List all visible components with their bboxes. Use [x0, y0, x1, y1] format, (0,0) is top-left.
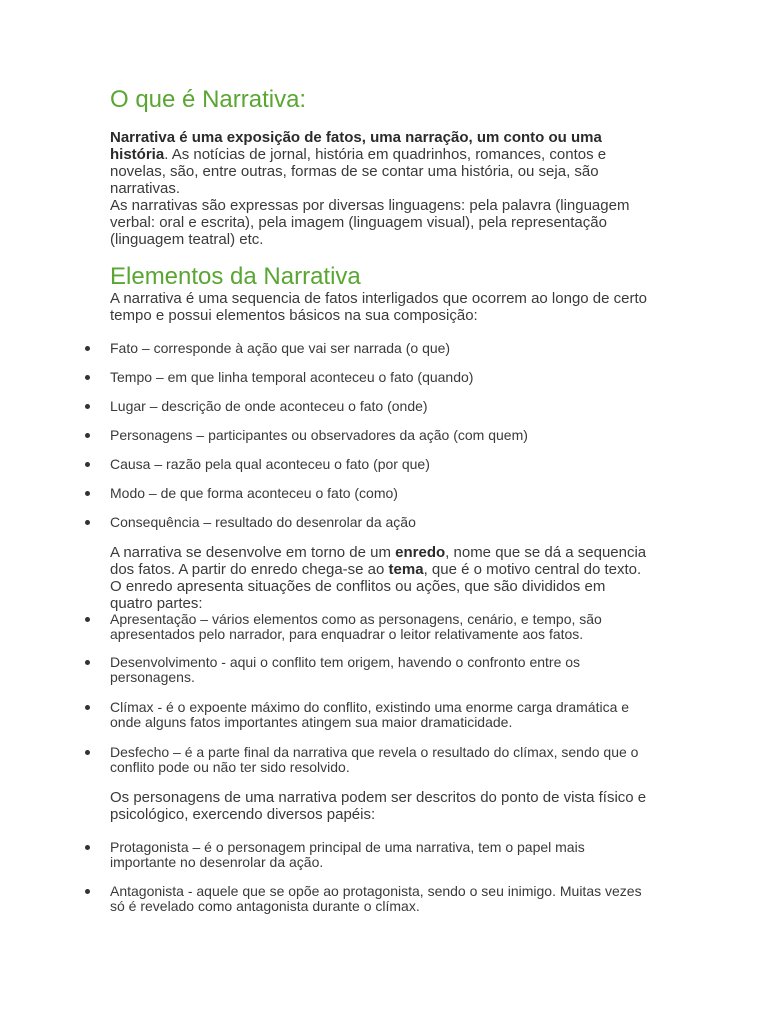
- intro-rest: . As notícias de jornal, história em quadrinhos, romances, contos e novelas, são, entre outras, formas de se contar uma história, ou seja, são narrativas.: [110, 146, 607, 197]
- list-item-text: Apresentação – vários elementos como as personagens, cenário, e tempo, são apresentados pelo narrador, para enquadrar o leitor relativamente aos fatos.: [110, 611, 602, 642]
- list-item-text: Personagens – participantes ou observadores da ação (com quem): [110, 427, 528, 443]
- list-item-text: Desfecho – é a parte final da narrativa que revela o resultado do clímax, sendo que o conflito pode ou não ter sido resolvido.: [110, 744, 639, 775]
- intro-bold-lead: Narrativa é uma exposição de fatos, uma narração, um conto ou uma história: [110, 129, 602, 163]
- bullet-icon: [85, 617, 90, 622]
- elements-intro: A narrativa é uma sequencia de fatos interligados que ocorrem ao longo de certo tempo e possui elementos básicos na sua composição:: [110, 290, 647, 324]
- list-item-text: Modo – de que forma aconteceu o fato (como): [110, 485, 398, 501]
- bullet-icon: [85, 750, 90, 755]
- list-item-text: Lugar – descrição de onde aconteceu o fato (onde): [110, 398, 428, 414]
- page-title: O que é Narrativa:: [110, 86, 307, 113]
- bullet-icon: [85, 433, 90, 438]
- bullet-icon: [85, 889, 90, 894]
- plot-intro: [110, 544, 650, 612]
- list-item-text: Clímax - é o expoente máximo do conflito, existindo uma enorme carga dramática e onde alguns fatos importantes atingem sua maior dramaticidade.: [110, 699, 630, 730]
- plot-intro-part2: , nome que se dá a sequencia dos fatos. A partir do enredo chega-se ao: [110, 544, 647, 578]
- plot-intro-part3: , que é o motivo central do texto. O enredo apresenta situações de conflitos ou ações, que são divididos em quatro partes:: [110, 561, 642, 612]
- list-item-text: Tempo – em que linha temporal aconteceu o fato (quando): [110, 369, 474, 385]
- list-item-text: Causa – razão pela qual aconteceu o fato (por que): [110, 456, 430, 472]
- list-item-text: Desenvolvimento - aqui o conflito tem origem, havendo o confronto entre os personagens.: [110, 654, 581, 685]
- bullet-icon: [85, 705, 90, 710]
- keyword-enredo: enredo: [395, 544, 446, 561]
- bullet-icon: [85, 404, 90, 409]
- list-item-text: Fato – corresponde à ação que vai ser narrada (o que): [110, 340, 451, 356]
- list-item-text: Antagonista - aquele que se opõe ao protagonista, sendo o seu inimigo. Muitas vezes só é revelado como antagonista durante o clímax.: [110, 883, 642, 914]
- list-item-text: Protagonista – é o personagem principal de uma narrativa, tem o papel mais importante no desenrolar da ação.: [110, 839, 585, 870]
- bullet-icon: [85, 462, 90, 467]
- bullet-icon: [85, 845, 90, 850]
- list-item-text: Consequência – resultado do desenrolar da ação: [110, 514, 416, 530]
- section-heading-elements: Elementos da Narrativa: [110, 263, 361, 290]
- bullet-icon: [85, 660, 90, 665]
- intro-languages: As narrativas são expressas por diversas linguagens: pela palavra (linguagem verbal: oral e escrita), pela imagem (linguagem visual), pela representação (linguagem teatral) etc.: [110, 197, 630, 248]
- intro-paragraph: [110, 129, 650, 248]
- bullet-icon: [85, 346, 90, 351]
- bullet-icon: [85, 491, 90, 496]
- characters-intro: Os personagens de uma narrativa podem ser descritos do ponto de vista físico e psicológico, exercendo diversos papéis:: [110, 789, 647, 823]
- plot-intro-part1: A narrativa se desenvolve em torno de um: [110, 544, 396, 561]
- keyword-tema: tema: [388, 561, 424, 578]
- bullet-icon: [85, 520, 90, 525]
- bullet-icon: [85, 375, 90, 380]
